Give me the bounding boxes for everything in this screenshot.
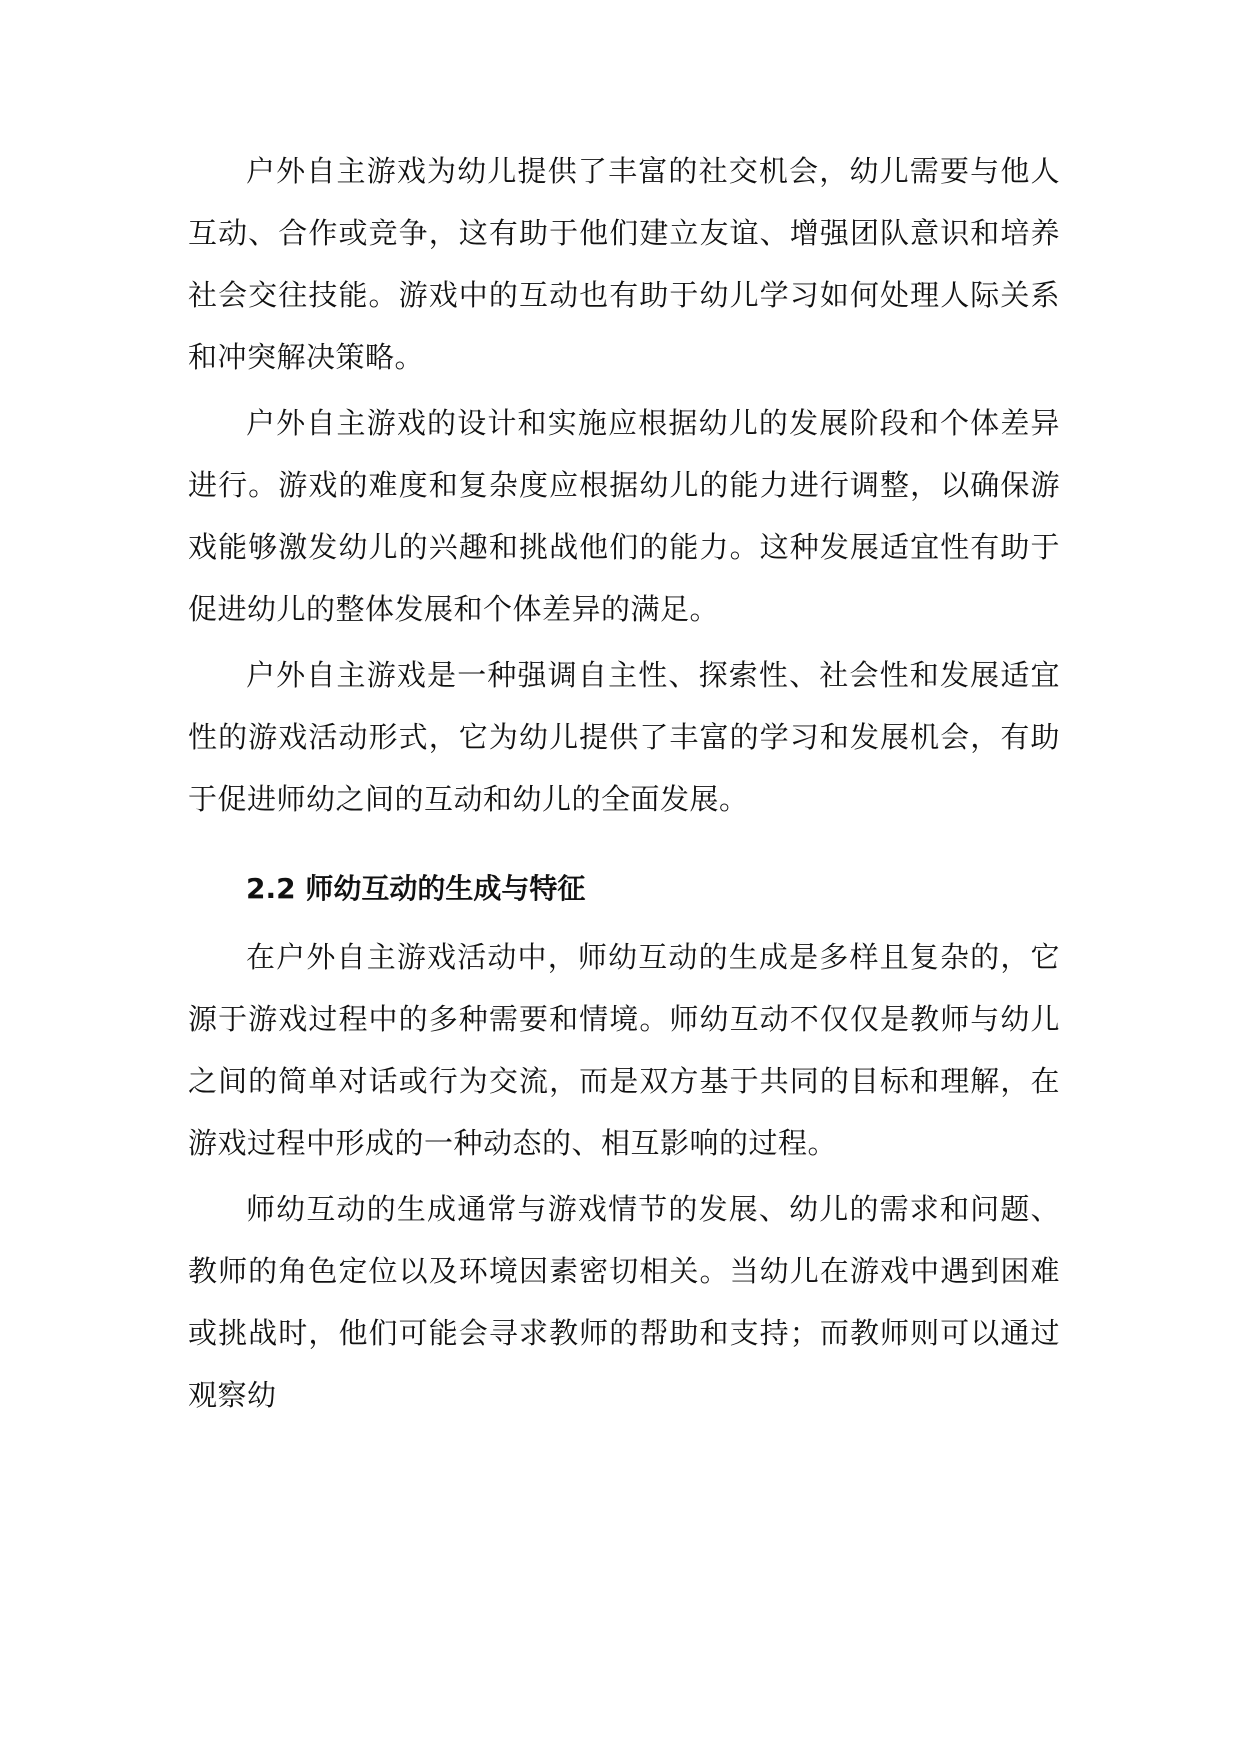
section-heading: 2.2 师幼互动的生成与特征 xyxy=(246,872,586,905)
paragraph-interaction-factors: 师幼互动的生成通常与游戏情节的发展、幼儿的需求和问题、教师的角色定位以及环境因素密切相关。当幼儿在游戏中遇到困难或挑战时，他们可能会寻求教师的帮助和支持；而教师则可以通过观察幼 xyxy=(188,1192,1060,1412)
paragraph-developmental-appropriateness: 户外自主游戏的设计和实施应根据幼儿的发展阶段和个体差异进行。游戏的难度和复杂度应根据幼儿的能力进行调整，以确保游戏能够激发幼儿的兴趣和挑战他们的能力。这种发展适宜性有助于促进幼儿的整体发展和个体差异的满足。 xyxy=(188,406,1060,626)
document-body xyxy=(188,140,1060,1430)
paragraph-interaction-generation: 在户外自主游戏活动中，师幼互动的生成是多样且复杂的，它源于游戏过程中的多种需要和情境。师幼互动不仅仅是教师与幼儿之间的简单对话或行为交流，而是双方基于共同的目标和理解，在游戏过程中形成的一种动态的、相互影响的过程。 xyxy=(188,940,1060,1160)
paragraph-game-summary: 户外自主游戏是一种强调自主性、探索性、社会性和发展适宜性的游戏活动形式，它为幼儿提供了丰富的学习和发展机会，有助于促进师幼之间的互动和幼儿的全面发展。 xyxy=(188,658,1060,816)
paragraph-social-opportunities: 户外自主游戏为幼儿提供了丰富的社交机会，幼儿需要与他人互动、合作或竞争，这有助于他们建立友谊、增强团队意识和培养社会交往技能。游戏中的互动也有助于幼儿学习如何处理人际关系和冲突解决策略。 xyxy=(188,154,1060,374)
